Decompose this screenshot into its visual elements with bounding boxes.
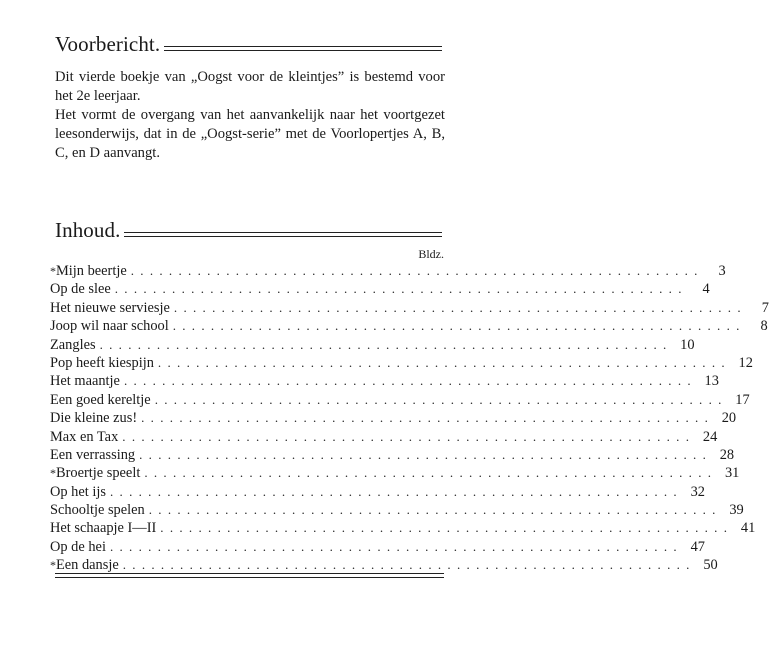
toc-entry-title: Zangles <box>50 336 96 353</box>
dot-leader: ............................................................ <box>141 410 715 426</box>
toc-entry <box>50 317 768 335</box>
toc-entry-title: Die kleine zus! <box>50 410 138 427</box>
toc-entry-title: Het maantje <box>50 373 120 390</box>
dot-leader: ............................................................ <box>139 446 713 462</box>
toc-entry <box>50 372 719 390</box>
toc-entry-page: 8 <box>760 318 768 335</box>
toc-entry <box>50 336 695 354</box>
toc-entry-page: 47 <box>690 538 705 555</box>
toc-entry-page: 41 <box>740 520 756 537</box>
dot-leader: ............................................................ <box>144 465 718 481</box>
dot-leader: ............................................................ <box>172 318 746 334</box>
toc-entry-title: Schooltje spelen <box>50 502 145 519</box>
contents-heading-row <box>55 218 442 242</box>
toc-entry-page: 32 <box>690 483 705 500</box>
toc-entry-page: 50 <box>703 557 718 574</box>
toc-entry-page: 20 <box>721 410 737 427</box>
toc-entry-marker: * <box>50 466 56 481</box>
toc-entry-title: Een verrassing <box>50 446 136 463</box>
toc-entry-title: Het schaapje I—II <box>50 520 157 537</box>
dot-leader: ............................................................ <box>114 281 688 297</box>
dot-leader: ............................................................ <box>109 538 683 554</box>
toc-entry <box>50 519 756 537</box>
bottom-rule <box>55 573 444 578</box>
toc-entry-page: 12 <box>738 354 753 371</box>
preface-paragraph: Dit vierde boekje van „Oogst voor de kleintjes” is bestemd voor het 2e leerjaar. <box>55 69 445 104</box>
dot-leader: ............................................................ <box>122 557 696 573</box>
preface-heading: Voorbericht. <box>55 32 161 56</box>
toc-entry <box>50 464 740 482</box>
toc-entry-title: Het nieuwe serviesje <box>50 299 170 316</box>
table-of-contents <box>50 262 769 575</box>
toc-entry-title: Joop wil naar school <box>50 318 169 335</box>
contents-heading: Inhoud. <box>55 218 121 242</box>
toc-entry <box>50 354 753 372</box>
toc-entry-title: Op de hei <box>50 538 106 555</box>
dot-leader: ............................................................ <box>173 299 747 315</box>
dot-leader: ............................................................ <box>109 483 683 499</box>
toc-entry <box>50 262 726 280</box>
toc-entry-title: Op het ijs <box>50 483 106 500</box>
dot-leader: ............................................................ <box>122 428 696 444</box>
toc-entry-title: Mijn beertje <box>56 263 127 279</box>
toc-entry <box>50 538 705 556</box>
toc-entry-page: 10 <box>680 336 695 353</box>
page-column-header: Bldz. <box>418 247 444 261</box>
toc-entry <box>50 501 744 519</box>
toc-entry <box>50 446 735 464</box>
toc-entry-page: 4 <box>702 281 710 298</box>
toc-entry <box>50 280 710 298</box>
toc-entry-page: 28 <box>719 446 735 463</box>
contents-heading-rule <box>124 232 442 237</box>
toc-entry-marker: * <box>50 558 56 573</box>
toc-entry-marker: * <box>50 264 56 278</box>
dot-leader: ............................................................ <box>157 354 731 370</box>
dot-leader: ............................................................ <box>154 391 728 407</box>
toc-entry <box>50 409 737 427</box>
toc-entry-title: Pop heeft kiespijn <box>50 354 154 371</box>
preface-heading-rule <box>164 46 442 51</box>
toc-entry-page: 17 <box>735 391 750 408</box>
preface-paragraph: Het vormt de overgang van het aanvankelijk naar het voortgezet leesonderwijs, dat in de „Oogst-serie” met de Voorlopertjes A, B, C, en D aanvangt. <box>55 107 445 161</box>
dot-leader: ............................................................ <box>130 263 704 278</box>
toc-entry-page: 39 <box>729 502 744 519</box>
toc-entry <box>50 391 750 409</box>
dot-leader: ............................................................ <box>123 373 697 389</box>
toc-entry <box>50 428 718 446</box>
toc-entry-page: 31 <box>724 465 740 482</box>
dot-leader: ............................................................ <box>148 502 722 518</box>
toc-entry-title: Op de slee <box>50 281 111 298</box>
preface-text <box>55 68 445 163</box>
toc-entry-title: Broertje speelt <box>56 465 141 482</box>
toc-entry-title: Max en Tax <box>50 428 119 445</box>
toc-entry-page: 13 <box>704 373 719 390</box>
preface-heading-row <box>55 32 442 56</box>
toc-entry-page: 7 <box>761 299 769 316</box>
toc-entry <box>50 483 705 501</box>
toc-entry-title: Een dansje <box>56 557 119 574</box>
toc-entry-page: 3 <box>718 263 726 279</box>
dot-leader: ............................................................ <box>99 336 673 352</box>
toc-entry-title: Een goed kereltje <box>50 391 151 408</box>
toc-entry <box>50 556 718 574</box>
toc-entry-page: 24 <box>702 428 718 445</box>
dot-leader: ............................................................ <box>160 520 734 536</box>
toc-entry <box>50 299 769 317</box>
